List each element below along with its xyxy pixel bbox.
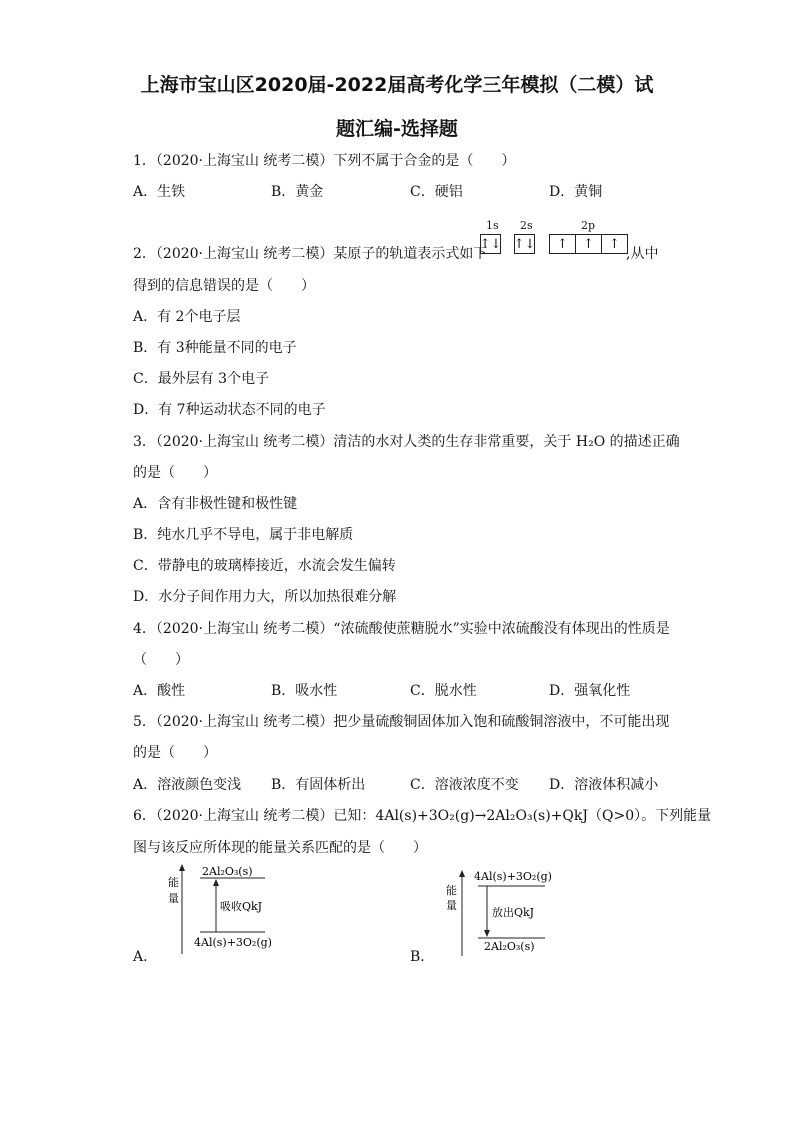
question-2-option-c: C．最外层有 3个电子 bbox=[133, 371, 270, 387]
question-4-option-c: C．脱水性 bbox=[410, 683, 477, 699]
question-3-stem: 3．（2020·上海宝山 统考二模）清洁的水对人类的生存非常重要，关于 H₂O 的描述正确 bbox=[133, 434, 680, 450]
energy-axis-label-a-2: 量 bbox=[168, 892, 179, 905]
question-5-option-a: A．溶液颜色变浅 bbox=[133, 777, 242, 793]
question-6-stem: 6．（2020·上海宝山 统考二模）已知：4Al(s)+3O₂(g)→2Al₂O₃(s)+QkJ（Q>0）。下列能量 bbox=[133, 808, 712, 824]
diagram-b-bottom-label: 2Al₂O₃(s) bbox=[484, 940, 535, 953]
page-title-line2: 题汇编-选择题 bbox=[336, 118, 458, 140]
question-1-option-c: C．硬铝 bbox=[410, 184, 463, 200]
question-5-option-d: D．溶液体积减小 bbox=[549, 777, 659, 793]
orbital-box-2s bbox=[514, 234, 535, 254]
orbital-box-2p bbox=[549, 234, 628, 254]
question-2-stem-tail: ,从中 bbox=[626, 246, 659, 262]
question-5-stem-line2: 的是（ ） bbox=[133, 745, 217, 761]
question-6-stem-line2: 图与该反应所体现的能量关系匹配的是（ ） bbox=[133, 840, 427, 856]
orbital-box-1s bbox=[480, 234, 501, 254]
orbital-cell: ↑ bbox=[549, 234, 576, 254]
question-2-option-a: A．有 2个电子层 bbox=[133, 309, 241, 325]
question-4-option-d: D．强氧化性 bbox=[549, 683, 631, 699]
question-3-option-c: C．带静电的玻璃棒接近，水流会发生偏转 bbox=[133, 558, 396, 574]
orbital-cell: ↑ bbox=[601, 234, 628, 254]
orbital-cell: ↑↓ bbox=[514, 234, 535, 254]
question-1-option-d: D．黄铜 bbox=[549, 184, 603, 200]
energy-diagram-a bbox=[160, 862, 280, 960]
diagram-a-top-label: 2Al₂O₃(s) bbox=[202, 865, 253, 878]
question-6-option-a: A． bbox=[133, 949, 158, 965]
diagram-b-middle-label: 放出QkJ bbox=[492, 906, 535, 919]
energy-diagram-b bbox=[440, 868, 560, 964]
energy-axis-label-a-1: 能 bbox=[168, 876, 179, 889]
orbital-label-1s: 1s bbox=[486, 219, 499, 232]
question-2-stem-line2: 得到的信息错误的是（ ） bbox=[133, 278, 315, 294]
question-3-option-d: D．水分子间作用力大，所以加热很难分解 bbox=[133, 589, 397, 605]
question-1-option-a: A．生铁 bbox=[133, 184, 186, 200]
orbital-label-2s: 2s bbox=[520, 219, 533, 232]
question-5-option-b: B．有固体析出 bbox=[271, 777, 366, 793]
question-3-option-b: B．纯水几乎不导电，属于非电解质 bbox=[133, 527, 354, 543]
question-3-option-a: A．含有非极性键和极性键 bbox=[133, 496, 298, 512]
page-title-line1: 上海市宝山区2020届-2022届高考化学三年模拟（二模）试 bbox=[140, 74, 654, 96]
orbital-label-2p: 2p bbox=[581, 219, 596, 232]
question-2-stem: 2．（2020·上海宝山 统考二模）某原子的轨道表示式如下 bbox=[133, 246, 488, 262]
question-4-stem: 4．（2020·上海宝山 统考二模）“浓硫酸使蔗糖脱水”实验中浓硫酸没有体现出的性质是 bbox=[133, 621, 670, 637]
question-4-option-a: A．酸性 bbox=[133, 683, 186, 699]
question-2-option-b: B．有 3种能量不同的电子 bbox=[133, 340, 297, 356]
orbital-cell: ↑↓ bbox=[480, 234, 501, 254]
question-4-option-b: B．吸水性 bbox=[271, 683, 338, 699]
diagram-a-bottom-label: 4Al(s)+3O₂(g) bbox=[194, 936, 272, 949]
question-1-stem: 1．（2020·上海宝山 统考二模）下列不属于合金的是（ ） bbox=[133, 153, 516, 169]
energy-axis-label-b-2: 量 bbox=[446, 899, 457, 912]
question-2-option-d: D．有 7种运动状态不同的电子 bbox=[133, 402, 326, 418]
question-4-stem-line2: （ ） bbox=[133, 652, 189, 668]
orbital-cell: ↑ bbox=[575, 234, 602, 254]
question-5-option-c: C．溶液浓度不变 bbox=[410, 777, 519, 793]
energy-axis-label-b-1: 能 bbox=[446, 884, 457, 897]
question-3-stem-line2: 的是（ ） bbox=[133, 465, 217, 481]
question-1-option-b: B．黄金 bbox=[271, 184, 324, 200]
diagram-b-top-label: 4Al(s)+3O₂(g) bbox=[474, 870, 552, 883]
diagram-a-middle-label: 吸收QkJ bbox=[220, 900, 263, 913]
question-5-stem: 5．（2020·上海宝山 统考二模）把少量硫酸铜固体加入饱和硫酸铜溶液中，不可能出现 bbox=[133, 714, 670, 730]
question-6-option-b: B． bbox=[410, 949, 435, 965]
